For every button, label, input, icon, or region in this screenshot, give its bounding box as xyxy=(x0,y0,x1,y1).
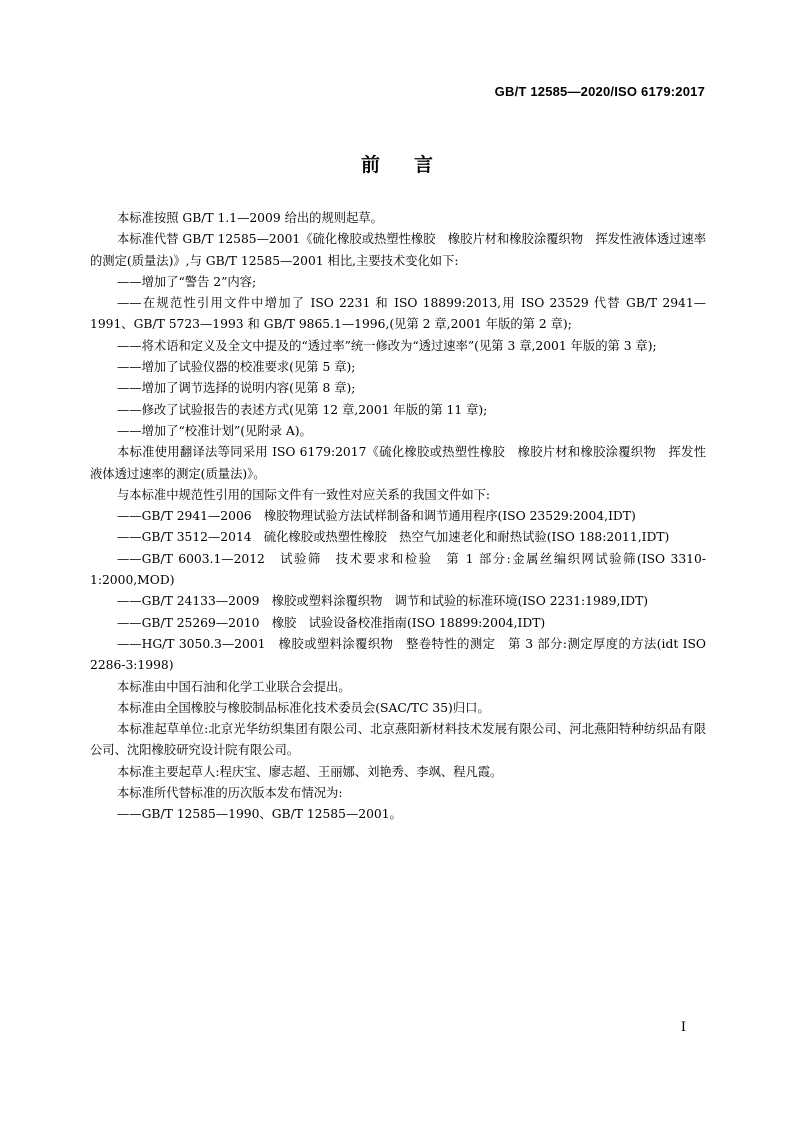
paragraph-correspondence: 与本标准中规范性引用的国际文件有一致性对应关系的我国文件如下: xyxy=(117,487,491,502)
standard-code-header: GB/T 12585—2020/ISO 6179:2017 xyxy=(494,84,705,99)
foreword-body xyxy=(90,208,710,826)
paragraph-adoption: 本标准使用翻译法等同采用 ISO 6179:2017《硫化橡胶或热塑性橡胶 橡胶片材和橡胶涂覆织物 挥发性液体透过速率的测定(质量法)》。 xyxy=(90,445,706,481)
paragraph-drafters: 本标准主要起草人:程庆宝、廖志超、王丽娜、刘艳秀、李飒、程凡霞。 xyxy=(117,764,503,779)
paragraph-history: 本标准所代替标准的历次版本发布情况为: xyxy=(117,786,343,801)
change-item: ——增加了“警告 2”内容; xyxy=(117,274,257,289)
change-item: ——增加了试验仪器的校准要求(见第 5 章); xyxy=(117,360,356,375)
change-item: ——在规范性引用文件中增加了 ISO 2231 和 ISO 18899:2013,用 ISO 23529 代替 GB/T 2941—1991、GB/T 5723—1993 和 GB/T 9865.1—1996,(见第 2 章,2001 年版的第 2 章); xyxy=(90,296,706,332)
reference-item: ——GB/T 2941—2006 橡胶物理试验方法试样制备和调节通用程序(ISO 23529:2004,IDT) xyxy=(117,509,636,524)
paragraph-replacement: 本标准代替 GB/T 12585—2001《硫化橡胶或热塑性橡胶 橡胶片材和橡胶涂覆织物 挥发性液体透过速率的测定(质量法)》,与 GB/T 12585—2001 相比,主要技术变化如下: xyxy=(90,232,707,268)
paragraph-drafting-rule: 本标准按照 GB/T 1.1—2009 给出的规则起草。 xyxy=(117,211,383,225)
reference-item: ——HG/T 3050.3—2001 橡胶或塑料涂覆织物 整卷特性的测定 第 3 部分:测定厚度的方法(idt ISO 2286-3:1998) xyxy=(90,636,710,673)
page-title: 前言 xyxy=(360,154,467,176)
reference-item: ——GB/T 3512—2014 硫化橡胶或热塑性橡胶 热空气加速老化和耐热试验(ISO 188:2011,IDT) xyxy=(117,530,670,545)
paragraph-proposer: 本标准由中国石油和化学工业联合会提出。 xyxy=(117,679,351,694)
change-item: ——将术语和定义及全文中提及的“透过率”统一修改为“透过速率”(见第 3 章,2001 年版的第 3 章); xyxy=(117,338,657,353)
paragraph-committee: 本标准由全国橡胶与橡胶制品标准化技术委员会(SAC/TC 35)归口。 xyxy=(117,700,490,715)
paragraph-drafting-units: 本标准起草单位:北京光华纺织集团有限公司、北京燕阳新材料技术发展有限公司、河北燕阳特种纺织品有限公司、沈阳橡胶研究设计院有限公司。 xyxy=(90,722,706,758)
change-item: ——增加了调节选择的说明内容(见第 8 章); xyxy=(117,381,356,396)
reference-item: ——GB/T 25269—2010 橡胶 试验设备校准指南(ISO 18899:2004,IDT) xyxy=(117,615,546,630)
page-number: I xyxy=(680,1020,686,1035)
reference-item: ——GB/T 24133—2009 橡胶或塑料涂覆织物 调节和试验的标准环境(ISO 2231:1989,IDT) xyxy=(117,594,649,609)
history-item: ——GB/T 12585—1990、GB/T 12585—2001。 xyxy=(117,807,402,822)
change-item: ——修改了试验报告的表述方式(见第 12 章,2001 年版的第 11 章); xyxy=(117,402,488,417)
change-item: ——增加了“校准计划”(见附录 A)。 xyxy=(117,423,312,438)
reference-item: ——GB/T 6003.1—2012 试验筛 技术要求和检验 第 1 部分:金属丝编织网试验筛(ISO 3310-1:2000,MOD) xyxy=(90,551,706,588)
